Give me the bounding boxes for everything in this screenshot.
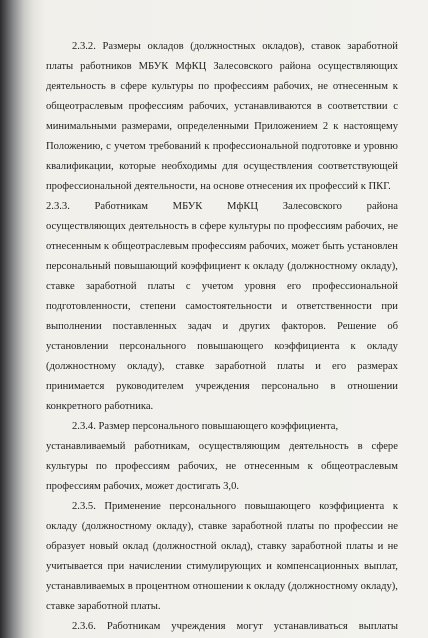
text-line: конкретного работника. <box>46 401 154 412</box>
text-line: подготовленности, степени самостоятельности и ответственности при <box>46 301 398 312</box>
text-line: Положению, с учетом требований к профессиональной подготовке и уровню <box>46 141 398 152</box>
text-line: 2.3.3. Работникам МБУК МфКЦ Залесовского района <box>46 201 398 212</box>
text-line: образует новый оклад (должностной оклад), ставку заработной платы и не <box>46 541 398 552</box>
text-line: 2.3.2. Размеры окладов (должностных окладов), ставок заработной <box>72 41 398 52</box>
text-line: 2.3.6. Работникам учреждения могут устанавливаться выплаты <box>72 621 398 632</box>
text-line: квалификации, которые необходимы для осуществления соответствующей <box>46 161 398 172</box>
text-line: платы работников МБУК МфКЦ Залесовского района осуществляющих <box>46 61 398 72</box>
document-text <box>46 37 398 637</box>
text-line: минимальными размерами, определенными Приложением 2 к настоящему <box>46 121 398 132</box>
text-line: персональный повышающий коэффициент к окладу (должностному окладу), <box>46 261 398 272</box>
text-line: устанавливаемых в процентном отношении к окладу (должностному окладу), <box>46 581 398 592</box>
text-line: 2.3.5. Применение персонального повышающего коэффициента к <box>72 501 398 512</box>
text-line: учитывается при начислении стимулирующих и компенсационных выплат, <box>46 561 398 572</box>
text-line: осуществляющих деятельность в сфере культуры по профессиям рабочих, не <box>46 221 398 232</box>
text-line: окладу (должностному окладу), ставке заработной платы по профессии не <box>46 521 398 532</box>
text-line: выполнении поставленных задач и других факторов. Решение об <box>46 321 398 332</box>
text-line: (должностному окладу), ставке заработной платы и его размерах <box>46 361 398 372</box>
text-line: деятельность в сфере культуры по профессиям рабочих, не отнесенным к <box>46 81 398 92</box>
text-line: установлении персонального повышающего коэффициента к окладу <box>46 341 398 352</box>
text-line: принимается руководителем учреждения персонально в отношении <box>46 381 398 392</box>
text-line: 2.3.4. Размер персонального повышающего коэффициента, <box>72 421 339 432</box>
text-line: ставке заработной платы. <box>46 601 161 612</box>
text-line: отнесенным к общеотраслевым профессиям рабочих, может быть установлен <box>46 241 398 252</box>
text-line: устанавливаемый работникам, осуществляющим деятельность в сфере <box>46 441 398 452</box>
text-line: общеотраслевым профессиям рабочих, устанавливаются в соответствии с <box>46 101 398 112</box>
text-line: культуры по профессиям рабочих, не отнесенным к общеотраслевым <box>46 461 398 472</box>
text-line: ставке заработной платы с учетом уровня его профессиональной <box>46 281 398 292</box>
text-line: профессиям рабочих, может достигать 3,0. <box>46 481 240 492</box>
text-line: профессиональной деятельности, на основе отнесения их профессий к ПКГ. <box>46 181 391 192</box>
